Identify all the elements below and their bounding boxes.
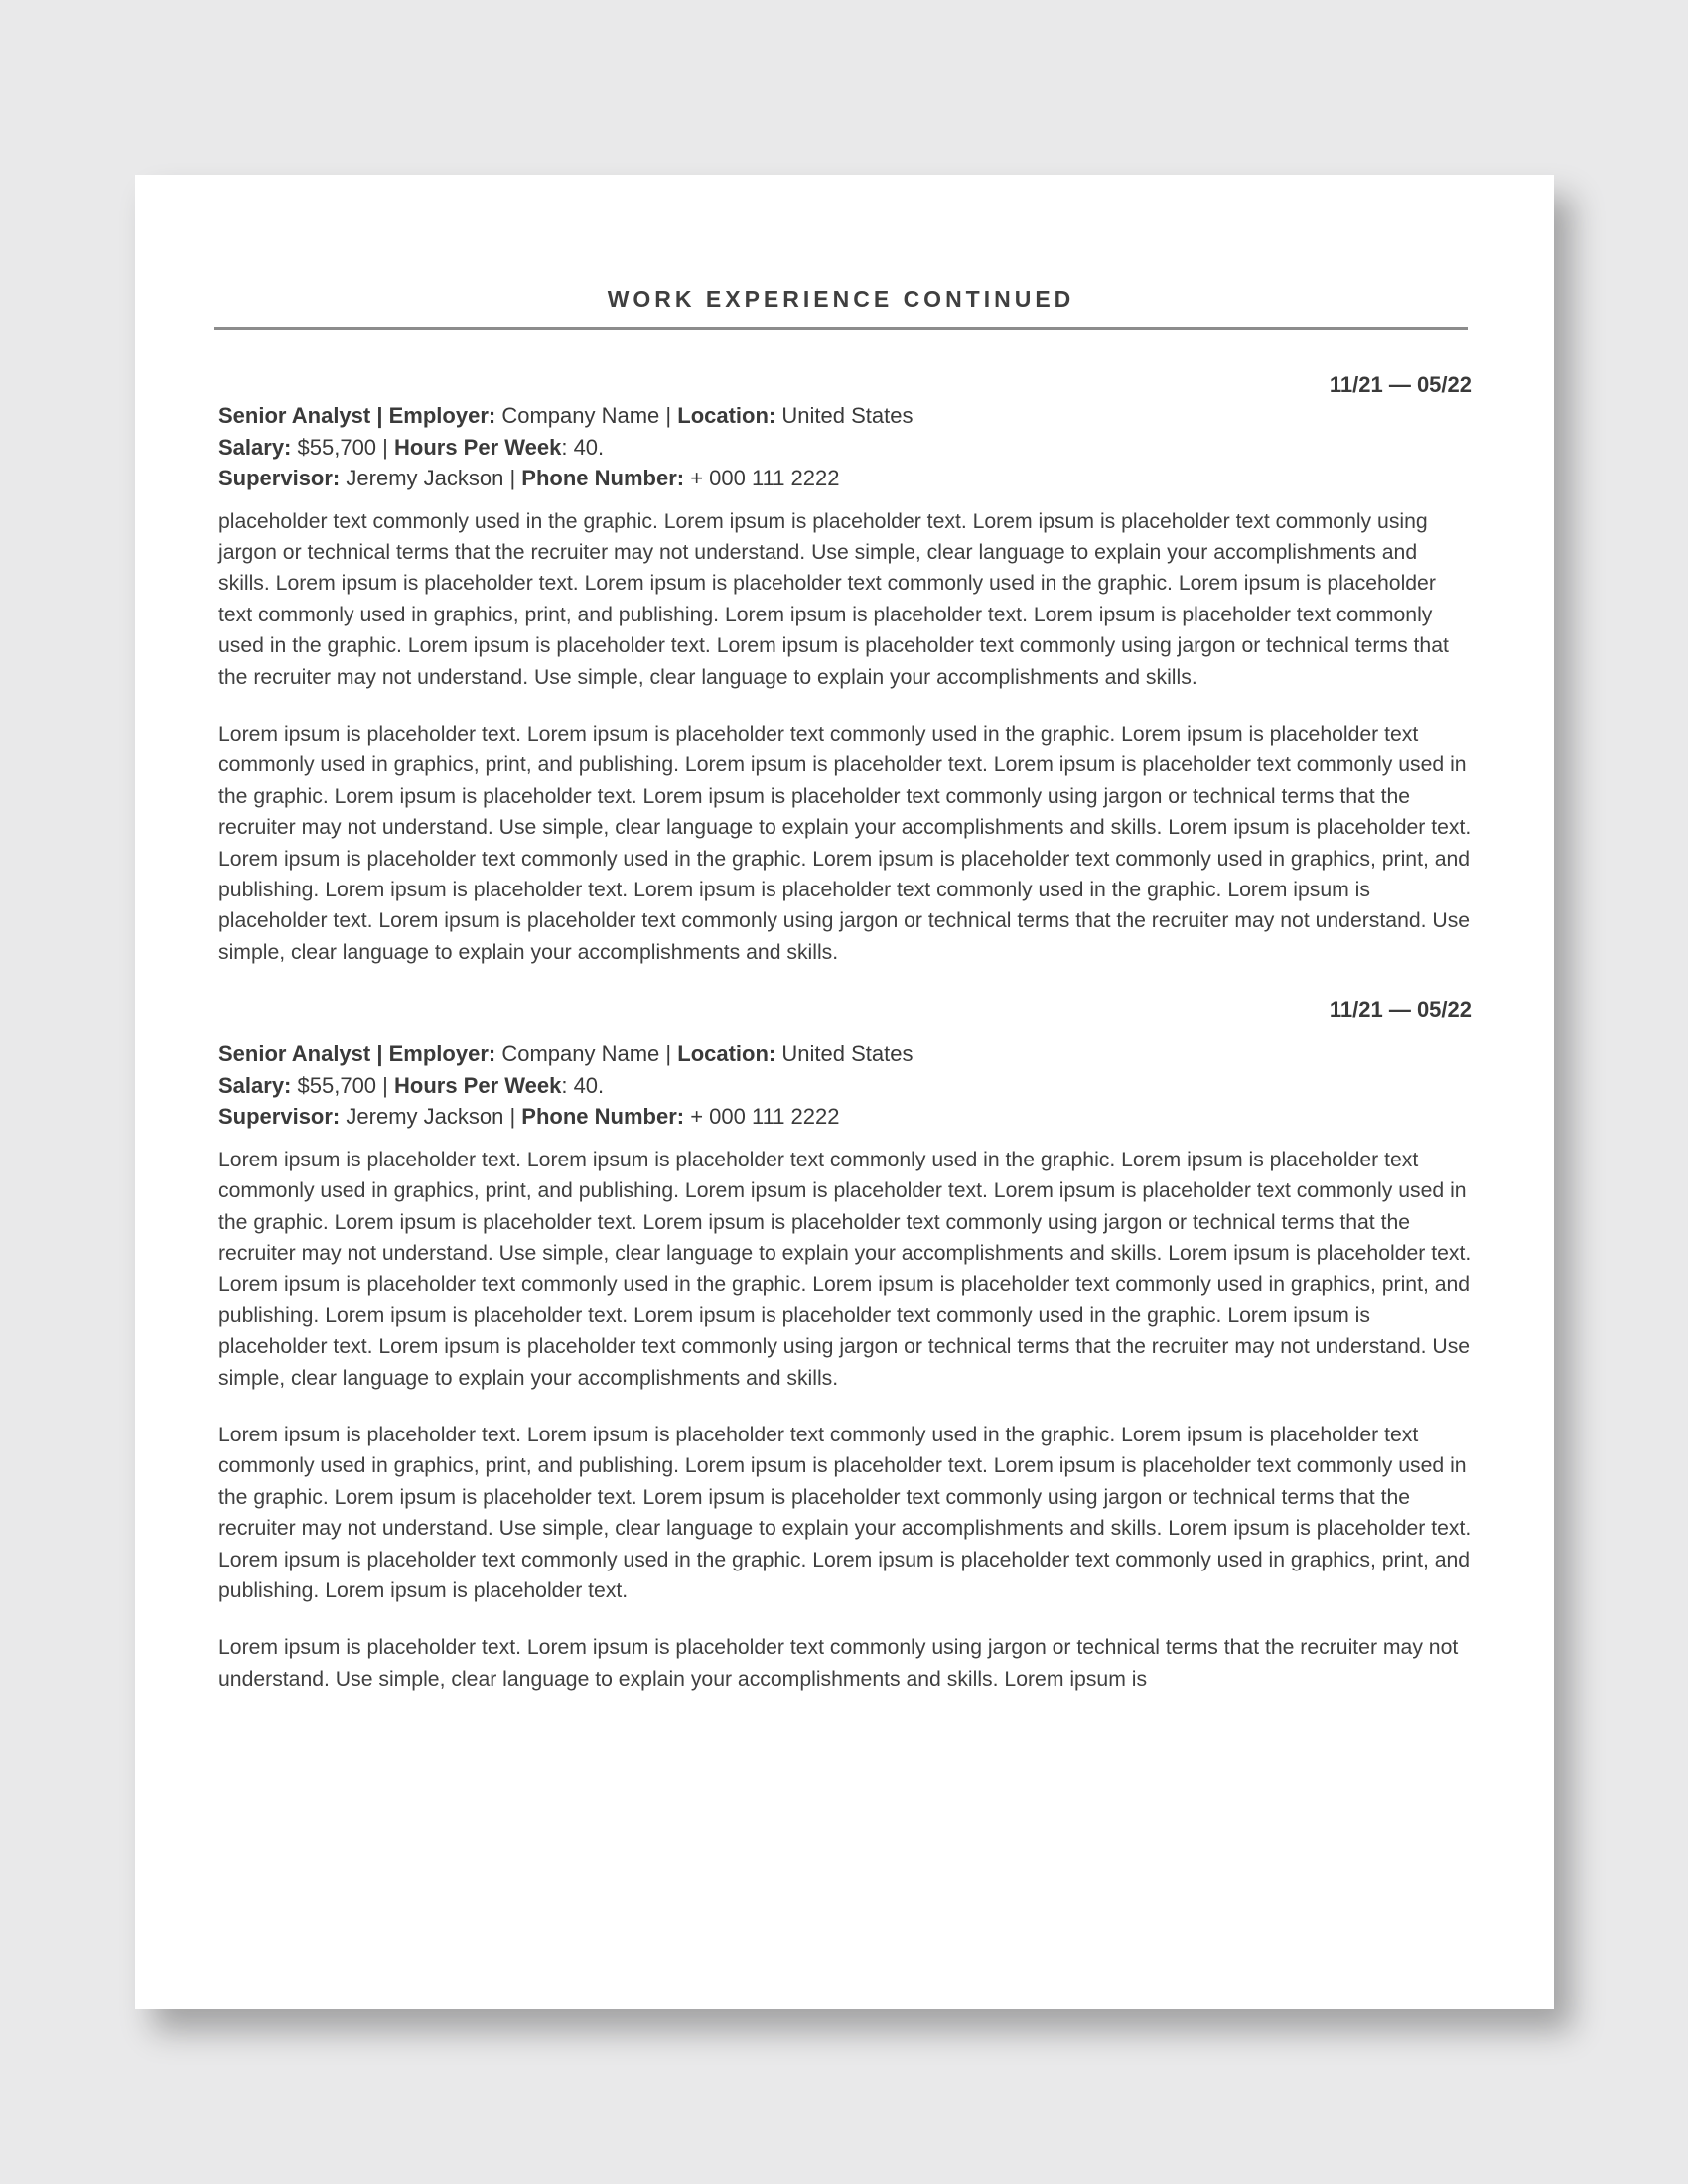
hours-label: Hours Per Week (394, 434, 562, 460)
phone-value: + 000 111 2222 (690, 1104, 840, 1130)
job-date: 11/21 — 05/22 (1329, 997, 1472, 1023)
salary-line: Salary: $55,700 | Hours Per Week: 40. (218, 434, 605, 460)
job-title: Senior Analyst (218, 403, 371, 428)
location-label: Location: (677, 403, 776, 428)
hours-value: : 40. (561, 1072, 605, 1098)
location-value: United States (781, 1041, 914, 1067)
job-title-line: Senior Analyst | Employer: Company Name | Location: United States (218, 1041, 914, 1067)
salary-value: $55,700 (297, 1072, 377, 1098)
job-entry (218, 369, 1472, 968)
salary-label: Salary: (218, 1072, 292, 1098)
job-description-paragraph: Lorem ipsum is placeholder text. Lorem ipsum is placeholder text commonly using jargon or technical terms that the recruiter may not understand. Use simple, clear language to explain your accomplishments and skills. Lorem ipsum is (218, 1636, 1459, 1691)
supervisor-name: Jeremy Jackson (346, 1104, 504, 1130)
employer-label: Employer: (388, 403, 496, 428)
phone-label: Phone Number: (521, 466, 685, 490)
phone-label: Phone Number: (521, 1104, 685, 1130)
section-title: WORK EXPERIENCE CONTINUED (607, 286, 1075, 312)
supervisor-line: Supervisor: Jeremy Jackson | Phone Number: + 000 111 2222 (218, 466, 840, 490)
location-value: United States (781, 403, 914, 428)
employer-label: Employer: (388, 1041, 496, 1067)
job-date: 11/21 — 05/22 (1329, 372, 1472, 397)
job-description-paragraph: Lorem ipsum is placeholder text. Lorem ipsum is placeholder text commonly used in the graphic. Lorem ipsum is placeholder text commonly used in graphics, print, and publishing. Lorem ipsum is placeholder text. Lorem ipsum is placeholder text commonly used in the graphic. Lorem ipsum is placeholder text. Lorem ipsum is placeholder text commonly using jargon or technical terms that the recruiter may not understand. Use simple, clear language to explain your accomplishments and skills. Lorem ipsum is placeholder text. Lorem ipsum is placeholder text commonly used in the graphic. Lorem ipsum is placeholder text commonly used in graphics, print, and publishing. Lorem ipsum is placeholder text. Lorem ipsum is placeholder text commonly used in the graphic. Lorem ipsum is placeholder text. Lorem ipsum is placeholder text commonly using jargon or technical terms that the recruiter may not understand. Use simple, clear language to explain your accomplishments and skills. (218, 1148, 1472, 1390)
salary-line: Salary: $55,700 | Hours Per Week: 40. (218, 1072, 605, 1098)
job-description-paragraph: placeholder text commonly used in the graphic. Lorem ipsum is placeholder text. Lorem ipsum is placeholder text commonly using jargon or technical terms that the recruiter may not understand. Use simple, clear language to explain your accomplishments and skills. Lorem ipsum is placeholder text. Lorem ipsum is placeholder text commonly used in the graphic. Lorem ipsum is placeholder text commonly used in graphics, print, and publishing. Lorem ipsum is placeholder text. Lorem ipsum is placeholder text commonly used in the graphic. Lorem ipsum is placeholder text. Lorem ipsum is placeholder text commonly using jargon or technical terms that the recruiter may not understand. Use simple, clear language to explain your accomplishments and skills. (218, 509, 1449, 689)
job-description-paragraph: Lorem ipsum is placeholder text. Lorem ipsum is placeholder text commonly used in the graphic. Lorem ipsum is placeholder text commonly used in graphics, print, and publishing. Lorem ipsum is placeholder text. Lorem ipsum is placeholder text commonly used in the graphic. Lorem ipsum is placeholder text. Lorem ipsum is placeholder text commonly using jargon or technical terms that the recruiter may not understand. Use simple, clear language to explain your accomplishments and skills. Lorem ipsum is placeholder text. Lorem ipsum is placeholder text commonly used in the graphic. Lorem ipsum is placeholder text commonly used in graphics, print, and publishing. Lorem ipsum is placeholder text. Lorem ipsum is placeholder text commonly used in the graphic. Lorem ipsum is placeholder text. Lorem ipsum is placeholder text commonly using jargon or technical terms that the recruiter may not understand. Use simple, clear language to explain your accomplishments and skills. (218, 722, 1472, 964)
supervisor-label: Supervisor: (218, 466, 341, 490)
phone-value: + 000 111 2222 (690, 466, 840, 490)
section-divider (214, 327, 1468, 330)
job-entry (218, 994, 1472, 1695)
job-title-line: Senior Analyst | Employer: Company Name | Location: United States (218, 403, 914, 428)
resume-page (135, 175, 1554, 2009)
supervisor-line: Supervisor: Jeremy Jackson | Phone Number: + 000 111 2222 (218, 1104, 840, 1130)
job-description-paragraph: Lorem ipsum is placeholder text. Lorem ipsum is placeholder text commonly used in the graphic. Lorem ipsum is placeholder text commonly used in graphics, print, and publishing. Lorem ipsum is placeholder text. Lorem ipsum is placeholder text commonly used in the graphic. Lorem ipsum is placeholder text. Lorem ipsum is placeholder text commonly using jargon or technical terms that the recruiter may not understand. Use simple, clear language to explain your accomplishments and skills. Lorem ipsum is placeholder text. Lorem ipsum is placeholder text commonly used in the graphic. Lorem ipsum is placeholder text commonly used in graphics, print, and publishing. Lorem ipsum is placeholder text. (218, 1423, 1472, 1602)
employer-name: Company Name (501, 1041, 660, 1067)
hours-label: Hours Per Week (394, 1072, 562, 1098)
supervisor-name: Jeremy Jackson (346, 466, 504, 490)
location-label: Location: (677, 1041, 776, 1067)
work-experience-content (218, 369, 1472, 1695)
hours-value: : 40. (561, 434, 605, 460)
job-title: Senior Analyst (218, 1041, 371, 1067)
salary-value: $55,700 (297, 434, 377, 460)
salary-label: Salary: (218, 434, 292, 460)
employer-name: Company Name (501, 403, 660, 428)
supervisor-label: Supervisor: (218, 1104, 341, 1130)
